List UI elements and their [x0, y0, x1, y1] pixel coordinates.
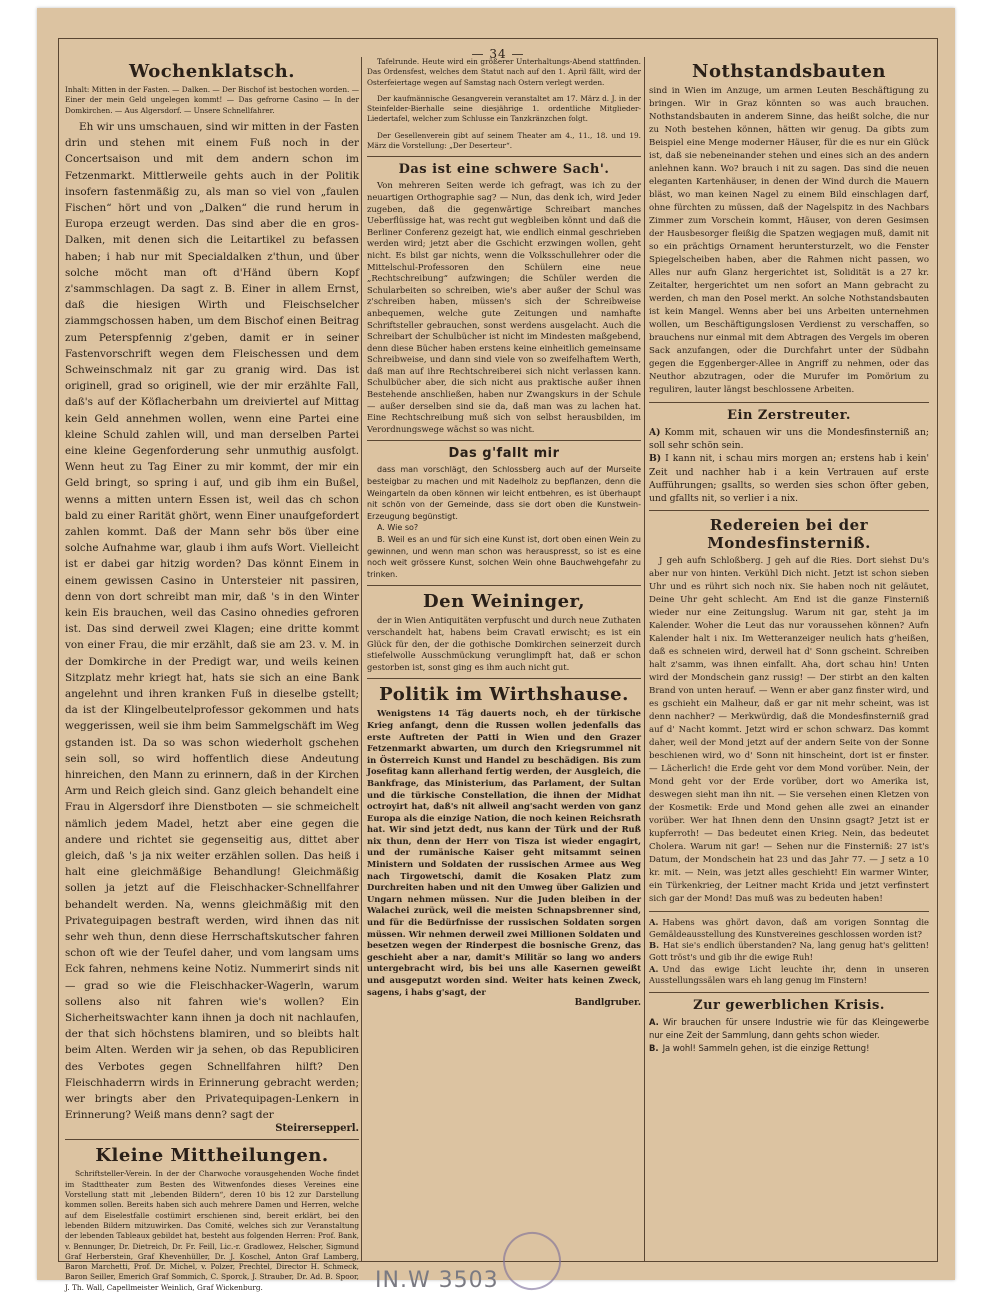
article-body-nothstandsbauten: sind in Wien im Anzuge, um armen Leuten Beschäftigung zu bringen. Wir in Graz könnten so was auch brauchen. Nothstandsbauten in anderem Sinne, das heißt solche, die nur zu Noth bestehen können, hätten wir genug. Da gibts zum Beispiel eine Menge moderner Häuser, für die es nur ein Glück ist, daß sie nebeneinander stehen und eines sich an des andern anlehnen kann. Wo? brauch i nit zu sagen. Das sind die neuen eleganten Kartenhäuser, in denen der Wind durch die Mauern bläst, wo man keinen Nagel zu einem Bild einschlagen darf, ohne fürchten zu müssen, daß der Nagelspitz in des Nachbars Zimmer zum Vorschein kommt, Häuser, von deren Gesimsen der Hausbesorger fleißig die Spatzen wegjagen muß, damit nit so ein prächtigs Ornament heruntersturzelt, wo die Fenster Spiegelscheiben haben, aber die Rahmen nicht passen, wo Alles nur aufn Glanz hergerichtet ist, Solidität is a 27 kr. Zeitalter, hergerichtet um nen sofort an Mann gebracht zu werden, ch man den Posel merkt. An solche Nothstandsbauten ist kein Mangel. Wenns aber bei uns Arbeiten unternehmen wollen, um Beschäftigungslosen Verdienst zu verschaffen, so brauchens nur einmal mit dem Abtragen des Vergels im oberen Sack anzufangen, oder die Durchfahrt unter der Südbahn gegen die Eggenberger-Allee in Angriff zu nehmen, oder das Neuthor abzutragen, oder die Murufer im Pomörium zu reguliren, lauter längst beschlossene Arbeiten. — [649, 86, 929, 395]
article-title-schwere-sach: Das ist eine schwere Sach'. — [398, 162, 610, 178]
column-rule-2 — [644, 57, 645, 1261]
article-body-redereien: J geh aufn Schloßberg. J geh auf die Ries. Dort siehst Du's aber nur von hinten. Verkühl Dich nicht. Jetzt ist schon sieben Uhr und es rührt sich noch nix. Sie haben noch nit geläutet, Deine Uhr geht schlecht. Am End ist die ganze Finsterniß wieder nur eine Zeitungslug. Warum nit gar, steht ja im Kalender. Woher die Leut das nur voraussehen können? Aufn Kalender halt i nix. Im Wetteranzeiger neulich hats g'heißen, daß es schneien wird, derweil hat d' Sonn gscheint. Schreiben halt z'samm, was ihnen einfallt. Aha, dort schau hin! Unten wird der Mondschein ganz russig! — Der stirbt an den kalten Brand von unten herauf. — Wenn er aber ganz finster wird, und es gschieht ein Malheur, daß er gar nit mehr scheint, was ist denn nachher? — Merkwürdig, daß die Mondesfinsterniß grad auf d' Nacht kommt. Jetzt wird er schon schwarz. Das kommt daher, weil der Mond jetzt auf der andern Seite von der Sonne beschienen wird, wo d' Sonn nit hinscheint, dort ist er finster. — Lächerlich! die Erde geht vor dem Mond vorüber. Nein, der Mond geht vor der Erde vorüber, dort wo Amerika ist, deswegen sieht man ihn nit. — Sie versehen einen Kletzen von der Kosmetik: Erde und Mond gehen alle zwei an einander vorüber. Wer hat Ihnen denn den Unsinn gsagt? Jetzt ist er kupferroth! — Das bedeutet einen Krieg. Nein, das bedeutet Cholera. Warum nit gar! — Sehen nur die Finsterniß: 27 ist's Datum, der Mondschein hat 23 und das Jahr 77. — J setz a 10 kr. mit. — Nein, was jetzt alles geschieht! Ein warmer Winter, ein Türkenkrieg, der Leitner macht Krida und jetzt verfinstert sich gar der Mond! Das muß was zu bedeuten haben! — [649, 556, 929, 905]
speaker-b: B. — [377, 535, 386, 544]
article-title-nothstandsbauten: Nothstandsbauten — [692, 61, 886, 82]
speaker-a: A. — [377, 523, 385, 533]
speaker-b: B. — [649, 940, 659, 951]
article-body-gfallt-mir: dass man vorschlägt, den Schlossberg auch auf der Murseite besteigbar zu machen und mit Nadelholz zu bepflanzen, denn die Weingarteln da oben können wir leicht entbehren, es ist überhaupt nit schön von der Gemeinde, dass sie dort oben die Kunstwein-Erzeugung begünstigt. — [367, 465, 641, 521]
speaker-b: B) — [649, 453, 662, 465]
column-rule-1 — [361, 57, 362, 1261]
dialogue-a: A) Komm mit, schauen wir uns die Mondesfinsterniß an; soll sehr schön sein. — [649, 427, 929, 452]
speaker-a: A. — [649, 917, 659, 928]
article-body-schwere-sach: Von mehreren Seiten werde ich gefragt, was ich zu der neuartigen Orthographie sag? — Nun, das denk ich, wird Jeder zugeben, daß die gegenwärtige Schreibart manches Ueberflüssige hat, was recht gut wegbleiben könnt und daß die Berliner Conferenz gezeigt hat, wie endlich einmal geschrieben werden wird; jetzt aber die Gschicht erzwingen wollen, geht nicht. Es bilst gar nichts, wenn die Volksschullehrer oder die Mittelschul-Professoren den Schülern eine neue „Rechtschreibung“ aufzwingen; die Schüler werden die Schularbeiten so schreiben, wie's aber außer der Schul was z'schreiben haben, müssen's sich der Schreibweise anbequemen, welche gute Zeitungen und namhafte Schriftsteller gebrauchen, sonst werdens ausgelacht. Auch die Schreibart der Schulbücher ist nicht im Mindesten maßgebend, denn diese Bücher haben erstens keine einheitlich gemeinsame Schreibweise, und dann sind viele von so zweifelhaftem Werth, daß man auf ihre Rechtschreiberei sich nicht verlassen kann. Schulbücher aber, die sich nicht aus praktische außer ihnen Bestehende anschließen, haben nur Zwangskurs in der Schule — außer derselben sind sie da, daß man was zu lachen hat. Eine Rechtschreibung muß sich von selbst herausbilden, im Verordnungswege wächst so was nicht. — [367, 180, 641, 434]
article-title-krisis: Zur gewerblichen Krisis. — [693, 997, 885, 1013]
divider — [65, 1139, 359, 1140]
signature-bandlgruber: Bandlgruber. — [574, 998, 641, 1009]
divider — [649, 402, 929, 403]
column-left — [65, 57, 359, 1292]
divider — [367, 440, 641, 441]
article-body-weininger: der in Wien Antiquitäten verpfuscht und durch neue Zuthaten verschandelt hat, habens beim Cravatl erwischt; es ist ein Glück für den, der die gothische Domkirchen seinerzeit durch stiefelwolle Ausschmückung verunglimpft hat, daß er schon gestorben ist, sonst ging es ihm auch nicht gut. — [367, 615, 641, 672]
shelfmark-handwritten: IN.W 3503 — [375, 1268, 499, 1293]
dialogue-b: B) I kann nit, i schau mirs morgen an; erstens hab i kein' Zeit und nachher hab i a kein Vertrauen auf erste Aufführungen; gsallts, so werden sies schon öfter geben, und gfallts nit, so verlier i a nix. — [649, 453, 929, 505]
article-title-zerstreuter: Ein Zerstreuter. — [727, 408, 851, 423]
page-number: — 34 — — [471, 47, 525, 61]
dialogue-a: A. Wir brauchen für unsere Industrie wie für das Kleingewerbe nur eine Zeit der Sammlung, dann gehts schon wieder. — [649, 1016, 929, 1040]
article-title-wochenklatsch: Wochenklatsch. — [128, 61, 296, 82]
article-title-politik: Politik im Wirthshause. — [379, 684, 629, 706]
article-contents: Inhalt: Mitten in der Fasten. — Dalken. — Der Bischof ist bestochen worden. — Einer der mein Geld ungelegen kommt! — Das gefrorne Casino — In der Domkirchen. — Aus Algersdorf. — Unsere Schnellfahrer. — [65, 85, 359, 115]
column-middle — [367, 57, 641, 1261]
divider — [367, 585, 641, 586]
divider — [367, 678, 641, 679]
article-body-wochenklatsch: Eh wir uns umschauen, sind wir mitten in der Fasten drin und stehen mit einem Fuß noch in der Concertsaison und mit dem andern schon im Fetzenmarkt. Mittlerweile gehts auch in der Politik insofern fastenmäßig zu, als man so viel von „faulen Fischen“ hört und von „Dalken“ die rund herum in Europa erzeugt werden. Das sind aber die en gros-Dalken, mit denen sich die Leitartikel zu befassen haben; i hab nur mit Specialdalken z'thun, und über solche möcht man oft d'Händ übern Kopf z'sammschlagen. Da sagt z. B. Einer in allem Ernst, daß die hiesigen Wirth und Fleischselcher ziammgschossen haben, um dem Bischof einen Beitrag zum Peterspfennig z'geben, damit er in seiner Fastenvorschrift wegen dem Fleischessen und dem Schweinschmalz nit gar zu granig wird. Das ist originell, grad so originell, wie der mir erzählte Fall, daß's auf der Köflacherbahn um dreiviertel auf Mittag kein Geld annehmen wollen, wenn eine Partei eine kleine Schuld zahlen will, und man derselben Partei eine kleine Gegenforderung sehr unmuthig ausfolgt. Wenn heut zu Tag Einer zu mir kommt, der mir ein Geld bringt, so spring i auf, und gib ihm ein Bußel, wenns a mitten untern Essen ist, weil das ch schon bald zu einer Rarität ghört, wenn Einer unaufgefordert zahlen kommt. Daß der Mann sehr bös über eine solche Aufnahme war, glaub i ihm aufs Wort. Vielleicht ist er dabei gar hitzig worden? Das könnt Einem in einem gewissen Casino in Untersteier nit passiren, denn von dort schreibt man mir, daß 's in den Winter kein Eis brauchen, weil das Casino ohnedies gefroren ist. Das sind derweil zwei Klagen; eine dritte kommt von einer Frau, die mir erzählt, daß sie am 23. v. M. in der Domkirche in der Predigt war, und weils keinen Sitzplatz mehr kriegt hat, hats sie sich an eine Bank angelehnt und ihren kranken Fuß in dieselbe gstellt; da ist der Klingelbeutelprofessor gekommen und hats weggerissen, weil sie ihm beim Sammelgschäft im Weg gstanden ist. Da so was schon wiederholt gschehen sein soll, so wird hoffentlich diese Andeutung hinreichen, den Mann zu erinnern, daß in der Kirchen Arm und Reich gleich sind. Ganz gleich behandelt eine Frau in Algersdorf ihre Dienstboten — sie schmeichelt nämlich jedem Madel, hetzt aber eine gegen die andere und richtet sie gegenseitig aus, dittet aber gleich, daß 's ja nix weiter erzählen sollen. Das heiß i halt eine gleichmäßige Behandlung! Gleichmäßig sollen ja jetzt auf die Fleischhacker-Schnellfahrer behandelt werden. Na, wenns gleichmäßig mit den Privateguipagen bestraft werden, wird ihnen das nit sehr weh thun, denn diese Herrschaftskutscher fahren schon oft wie der Teufel daher, und vom langsam ums Eck fahren, nehmens keine Notiz. Nummerirt sinds nit — grad so wie die Fleischhacker-Wagerln, warum sollens also nit fahren wie's wollen? Ein Sicherheitswachter kann ihnen ja doch nit nachlaufen, der that sich höchstens blamiren, und so bleibts halt beim Alten. Werden wir ja sehen, ob das Republiciren des Verbotes gegen Schnellfahren hilft? Den Fleischhaderrn wirds in Erinnerung gebracht werden; wer bringts aber den Privatequipagen-Lenkern in Erinnerung? Weiß mans denn? sagt der — [65, 120, 359, 1122]
notice-gesellenverein: Der Gesellenverein gibt auf seinem Theater am 4., 11., 18. und 19. März die Vorstellung: „Der Deserteur“. — [367, 130, 641, 151]
article-title-mittheilungen: Kleine Mittheilungen. — [95, 1145, 329, 1167]
dialogue-b: B. Weil es an und für sich eine Kunst ist, dort oben einen Wein zu gewinnen, und wenn man schon was herauspresst, so ist es eine noch weit grössere Kunst, solchen Wein ohne Bauchwehgefahr zu trinken. — [367, 535, 641, 579]
article-title-gfallt-mir: Das g'fallt mir — [448, 446, 560, 462]
speaker-a: A) — [649, 427, 661, 438]
article-title-redereien: Redereien bei der Mondesfinsterniß. — [707, 516, 871, 553]
divider — [649, 911, 929, 912]
signature-steirersepperl: Steirersepperl. — [275, 1123, 359, 1135]
column-right — [649, 57, 929, 1261]
dialogue-b: B. Hat sie's endlich überstanden? Na, lang genug hat's gelitten! Gott tröst's und gib ihr die ewige Ruh! — [649, 940, 929, 962]
article-title-weininger: Den Weininger, — [423, 591, 585, 613]
speaker-a: A. — [649, 1016, 659, 1027]
dialogue-a: A. Wie so? — [377, 523, 419, 533]
divider — [649, 992, 929, 993]
speaker-b: B. — [649, 1043, 659, 1054]
article-body-mittheilungen: Schriftsteller-Verein. In der der Charwoche vorausgehenden Woche findet im Stadttheater zum Besten des Witwenfondes dieses Vereines eine Vorstellung statt mit „lebenden Bildern“, deren 10 bis 12 zur Darstellung kommen sollen. Bereits haben sich auch mehrere Damen und Herren, welche auf dem Eiselestfalle costümirt erschienen sind, bereit erklärt, bei den lebenden Bildern mitzuwirken. Das Comité, welches sich zur Veranstaltung der lebenden Tableaux gebildet hat, besteht aus folgenden Herren: Prof. Bank, v. Bennunger, Dr. Dietreich, Dr. Fr. Feill, Lic.-r. Gradlowez, Helscher, Sigmund Graf Herberstein, Graf Khevenhüller, Dr. J. Koschel, Anton Graf Lamberg, Baron Marchetti, Prof. Dr. Michel, v. Polzer, Prechtel, Director H. Schmeck, Baron Seiller, Emerich Graf Sommich, C. Sporck, J. Strauber, Dr. Ad. B. Spoor, J. Th. Wall, Capellmeister Weinlich, Graf Wickenburg. — [65, 1169, 359, 1292]
notice-gesangverein: Der kaufmännische Gesangverein veranstaltet am 17. März d. J. in der Steinfelder-Bierhalle seine diesjährige 1. ordentliche Mitglieder-Liedertafel, welcher zum Schlusse ein Tanzkränzchen folgt. — [367, 93, 641, 124]
notice-tafelrunde: Tafelrunde. Heute wird ein größerer Unterhaltungs-Abend stattfinden. Das Ordensfest, welches dem Statut nach auf den 1. April fällt, wird der Osterfeiertage wegen auf Samstag nach Ostern verlegt werden. — [367, 57, 641, 87]
article-body-politik: Wenigstens 14 Täg dauerts noch, eh der türkische Krieg anfangt, denn die Russen wollen jedenfalls das erste Auftreten der Patti in Wien und den Grazer Fetzenmarkt abwarten, um durch den Kriegsrummel nit in Österreich Kunst und Handel zu beschädigen. Bis zum Josefitag kann allerhand fertig werden, der Ausgleich, die Bankfrage, das Ministerium, das Parlament, der Sultan und die türkische Constellation, die ihnen der Midhat octroyirt hat, daß's nit allweil ang'sacht werden von ganz Europa als die einzige Nation, die noch keinen Reichsrath hat. Wir sind jetzt dedt, nus kann der Türk und der Ruß nix thun, denn der Herr von Tisza ist wieder engagirt, und der rumänische Kaiser geht mitsammt seinen Ministern und Soldaten der russischen Armee aus Weg nach Tirgowetschi, damit die Kosaken Platz zum Durchreiten haben und nit den Umweg über Galizien und Ungarn nehmen müssen. Nur die Juden bleiben in der Walachei zurück, weil die meisten Schnapsbrenner sind, und für die Bedürfnisse der russischen Soldaten sorgen müssen. Wir nehmen derweil zwei Millionen Soldaten und besetzen wegen der Rinderpest die bosnische Grenz, das geschieht aber a nar, damit's Militär so lang wo anders untergebracht wird, bis bei uns alle Kasernen geweißt und ausgeputzt worden sind. Weiter hats keinen Zweck, sagens, i habs g'sagt, der — [367, 708, 641, 997]
speaker-a: A. — [649, 963, 659, 974]
dialogue-b: B. Ja wohl! Sammeln gehen, ist die einzige Rettung! — [649, 1043, 870, 1054]
dialogue-a: A. Und das ewige Licht leuchte ihr, denn in unseren Ausstellungssälen wars eh lang genug im Finstern! — [649, 963, 929, 986]
divider — [649, 510, 929, 511]
dialogue-a: A. Habens was ghört davon, daß am vorigen Sonntag die Gemäldeausstellung des Kunstvereines geschlossen worden ist? — [649, 917, 929, 939]
divider — [367, 156, 641, 157]
